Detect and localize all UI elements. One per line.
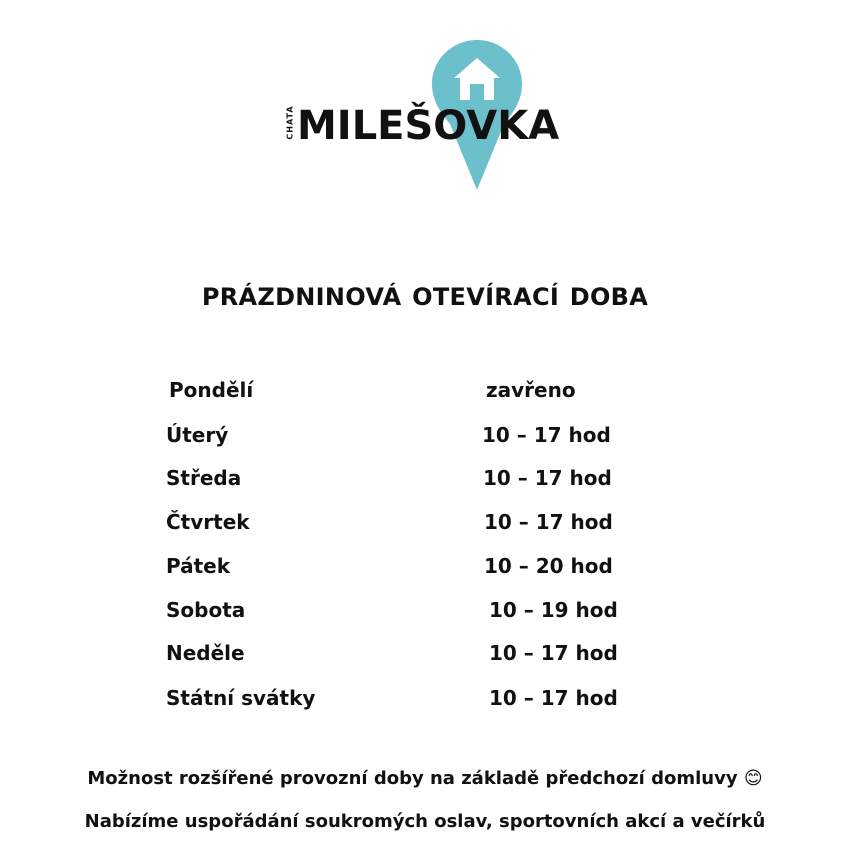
- day-label: Státní svátky: [166, 686, 316, 710]
- hours-value: 10 – 17 hod: [484, 510, 613, 534]
- hours-value: 10 – 19 hod: [489, 598, 618, 622]
- day-label: Pondělí: [169, 378, 254, 402]
- day-label: Neděle: [166, 641, 245, 665]
- logo-wordmark: MILEŠOVKA: [297, 103, 560, 149]
- day-label: Středa: [166, 466, 242, 490]
- page-title: PRÁZDNINOVÁ OTEVÍRACÍ DOBA: [201, 283, 649, 311]
- day-label: Úterý: [166, 423, 229, 447]
- day-label: Pátek: [166, 554, 231, 578]
- note-extended-hours: Možnost rozšířené provozní doby na základě předchozí domluvy 😊: [87, 768, 763, 789]
- hours-value: zavřeno: [486, 378, 576, 402]
- logo-small-text: CHATA: [285, 105, 295, 140]
- chata-milesovka-logo: [0, 0, 865, 200]
- hours-value: 10 – 17 hod: [483, 466, 612, 490]
- hours-value: 10 – 17 hod: [489, 686, 618, 710]
- note-private-events: Nabízíme uspořádání soukromých oslav, sportovních akcí a večírků: [84, 811, 766, 832]
- hours-value: 10 – 20 hod: [484, 554, 613, 578]
- hours-value: 10 – 17 hod: [482, 423, 611, 447]
- day-label: Čtvrtek: [166, 510, 250, 534]
- day-label: Sobota: [166, 598, 246, 622]
- hours-value: 10 – 17 hod: [489, 641, 618, 665]
